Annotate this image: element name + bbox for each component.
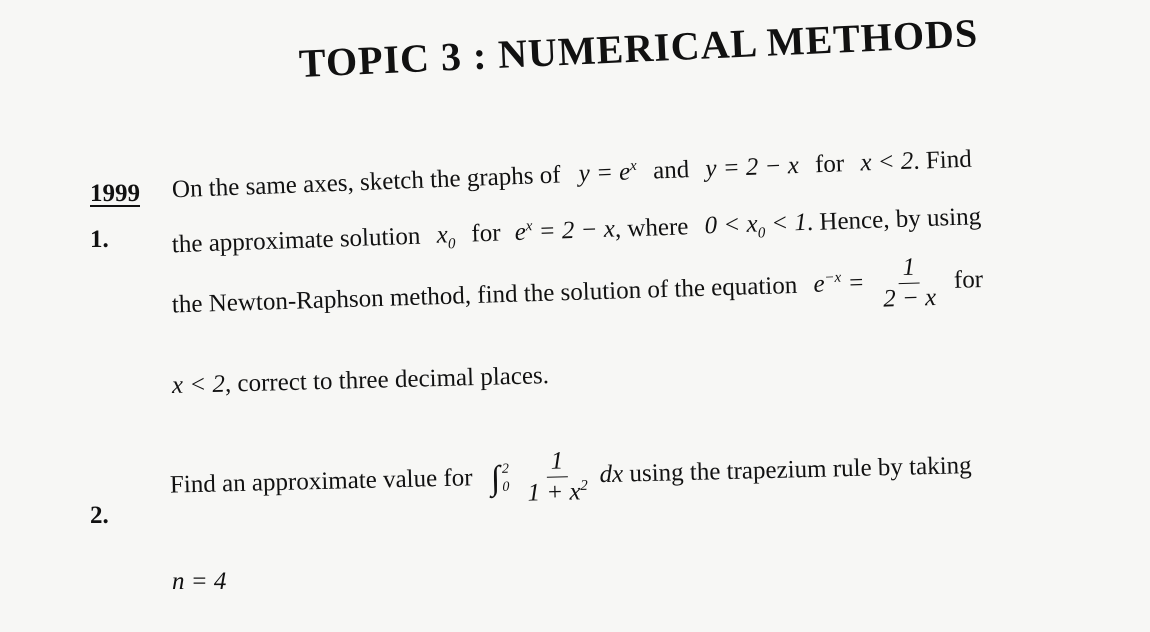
question-2-line-1 xyxy=(169,438,972,515)
q1-math-ex-eq: $e^x = 2 - x$ xyxy=(514,215,616,247)
q1-math-e-negx: $e^{-x}$ = xyxy=(813,269,865,299)
q1-math-y-ex: $y = e^x$ xyxy=(578,158,637,188)
q1-text: for xyxy=(470,219,502,248)
q1-text: the approximate solution xyxy=(171,222,421,259)
q1-math-y-2mx: y = 2 − x xyxy=(704,152,800,183)
q1-text: for xyxy=(814,150,845,179)
question-1-number: 1. xyxy=(90,226,109,253)
q1-math-x0-range: $0 < x_0 < 1$ xyxy=(704,209,808,242)
integral-sign: ∫ xyxy=(490,459,501,498)
q1-math-x-lt-2: x < 2 xyxy=(171,370,226,399)
q2-math-dx: dx xyxy=(599,460,624,489)
q2-text: using the trapezium rule by taking xyxy=(629,452,972,488)
q1-text: the Newton-Raphson method, find the solution of the equation xyxy=(171,271,798,319)
q2-text: Find an approximate value for xyxy=(169,464,473,499)
question-2-line-2: n = 4 xyxy=(172,568,227,595)
q1-text: for xyxy=(953,266,984,294)
q1-text: . Hence, by using xyxy=(806,203,982,237)
q2-fraction: $\frac{1}{1 + x^2}$ xyxy=(527,447,589,507)
q1-text: , where xyxy=(614,213,689,243)
q1-text: On the same axes, sketch the graphs of xyxy=(171,161,561,204)
q1-text: , correct to three decimal places. xyxy=(224,362,550,398)
q1-text: and xyxy=(652,156,690,185)
question-1-line-1 xyxy=(171,145,972,204)
year-heading: 1999 xyxy=(90,180,140,207)
q1-text: . Find xyxy=(912,145,973,175)
page-title: TOPIC 3 : NUMERICAL METHODS xyxy=(298,10,980,86)
q1-math-x0: $x_0$ xyxy=(436,221,456,253)
q1-math-x-lt-2: x < 2 xyxy=(859,147,914,177)
question-1-line-4 xyxy=(172,362,550,400)
question-1-line-3 xyxy=(171,253,984,336)
question-2-number: 2. xyxy=(90,502,109,529)
integral-limits: 2 0 xyxy=(501,461,510,495)
question-1-line-2 xyxy=(171,203,981,264)
q1-fraction: $\frac{1}{2 - x}$ xyxy=(882,253,937,313)
